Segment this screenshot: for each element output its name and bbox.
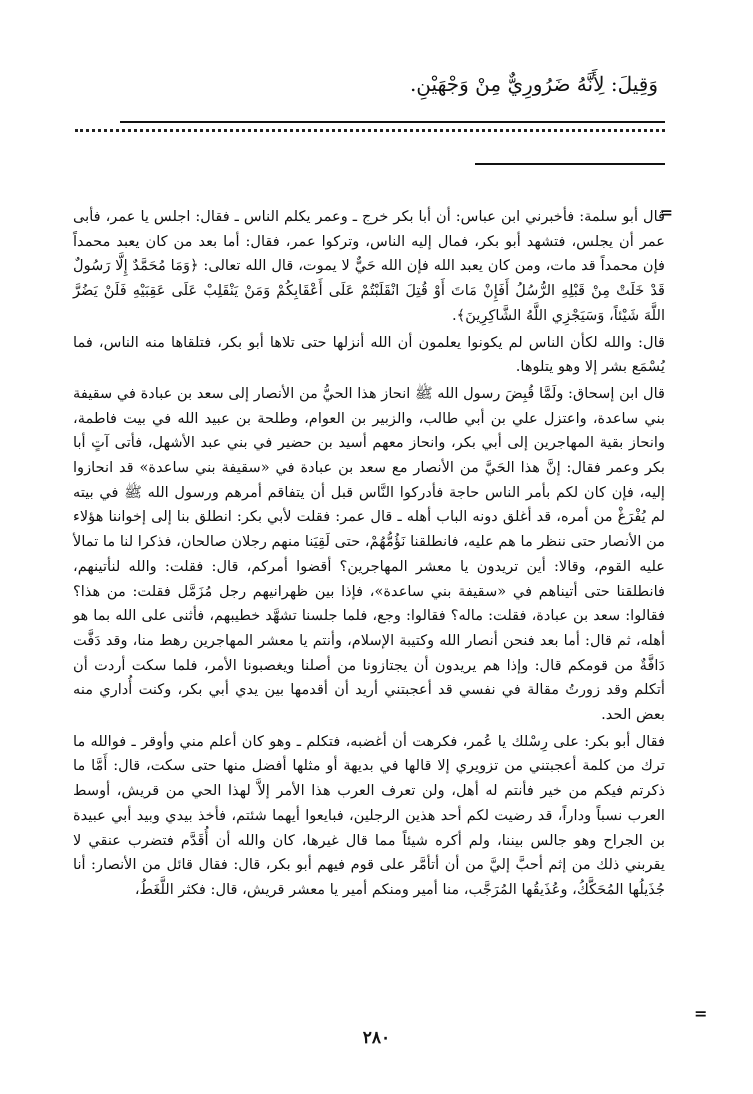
continuation-mark-start: =	[659, 203, 673, 222]
dotted-separator	[75, 129, 665, 132]
continuation-mark-end: =	[694, 1004, 708, 1023]
footnote-body	[73, 205, 665, 905]
top-rule	[120, 121, 665, 123]
footnote-rule	[475, 163, 665, 165]
paragraph-wallah: قال: والله لكأن الناس لم يكونوا يعلمون أن الله أنزلها حتى تلاها أبو بكر، فتلقاها منه الناس، فما يُسْمَع بشر إلا وهو يتلوها.	[73, 333, 665, 376]
paragraph-ibn-ishaq: قال ابن إسحاق: ولَمَّا قُبِضَ رسول الله ﷺ انحاز هذا الحيُّ من الأنصار إلى سعد بن عبادة في سقيفة بني ساعدة، واعتزل علي بن أبي طالب، والزبير بن العوام، وطلحة بن عبيد الله في بيت فاطمة، وانحاز بقية المهاجرين إلى أبي بكر، وانحاز معهم أسيد بن حضير في بني عبد الأشهل، فأتى آتٍ أبا بكر وعمر فقال: إنَّ هذا الحَيَّ من الأنصار مع سعد بن عبادة في «سقيفة بني ساعدة» قد انحازوا إليه، فإن كان لكم بأمر الناس حاجة فأدركوا النَّاس قبل أن يتفاقم أمرهم ورسول الله ﷺ في بيته لم يُفْرَغْ من أمره، قد أغلق دونه الباب أهله ـ قال عمر: فقلت لأبي بكر: انطلق بنا إلى إخواننا هؤلاء من الأنصار حتى ننظر ما هم عليه، فانطلقنا نَؤُمُّهُمْ، حتى لَقِيَنا منهم رجلان صالحان، فذكرا لنا ما تمالأ عليه القوم، وقالا: أين تريدون يا معشر المهاجرين؟ أقضوا أمركم، قال: فقلت: والله لنأتينهم، فانطلقنا حتى أتيناهم في «سقيفة بني ساعدة»، فإذا بين ظهرانيهم رجل مُزَمَّل فقلت: من هذا؟ فقالوا: سعد بن عبادة، فقلت: ماله؟ فقالوا: وجع، فلما جلسنا تشهَّد خطيبهم، فأثنى على الله بما هو أهله، ثم قال: أما بعد فنحن أنصار الله وكتيبة الإسلام، وأنتم يا معشر المهاجرين رهط منا، وقد دَفَّت دَافَّةٌ من قومكم قال: وإذا هم يريدون أن يجتازونا من أصلنا ويغصبونا الأمر، فلما سكت أردت أن أتكلم وقد زورتُ مقالة في نفسي قد أعجبتني أريد أن أقدمها بين يدي أبي بكر، وكنت أُداري منه بعض الحد.	[73, 384, 665, 724]
paragraph-abu-bakr: فقال أبو بكر: على رِسْلك يا عُمر، فكرهت أن أغضبه، فتكلم ـ وهو كان أعلم مني وأوقر ـ فوالله ما ترك من كلمة أعجبتني من تزويري إلا قالها في بديهة أو مثلها أفضل منها حتى سكت، قال: أَمَّا ما ذكرتم فيكم من خير فأنتم له أهل، ولن تعرف العرب هذا الأمر إلاَّ لهذا الحي من قريش، أوسط العرب نسباً وداراً، قد رضيت لكم أحد هذين الرجلين، فبايعوا أيهما شئتم، فأخذ بيدي وبيد أبي عبيدة بن الجراح وهو جالس بيننا، ولم أكره شيئاً مما قال غيرها، كان والله أن أُقَدَّم فتضرب عنقي لا يقربني ذلك من إثم أحبَّ إليَّ من أن أتأمَّر على قوم فيهم أبو بكر، قال: فقال قائل من الأنصار: أنا جُذَيلُها المُحَكَّكُ، وعُذَيقُها المُرَجَّب، منا أمير ومنكم أمير يا معشر قريش، قال: فكثر اللَّغَطُ،	[73, 732, 665, 898]
page-number: ٢٨٠	[362, 1028, 391, 1048]
paragraph-abu-salama: قال أبو سلمة: فأخبرني ابن عباس: أن أبا بكر خرج ـ وعمر يكلم الناس ـ فقال: اجلس يا عمر، فأبى عمر أن يجلس، فتشهد أبو بكر، فمال إليه الناس، وتركوا عمر، فقال: أما بعد من كان يعبد محمداً فإن محمداً قد مات، ومن كان يعبد الله فإن الله حَيٌّ لا يموت، قال الله تعالى: ﴿وَمَا مُحَمَّدٌ إِلَّا رَسُولٌ قَدْ خَلَتْ مِنْ قَبْلِهِ الرُّسُلُ أَفَإِنْ مَاتَ أَوْ قُتِلَ انْقَلَبْتُمْ عَلَى أَعْقَابِكُمْ وَمَنْ يَنْقَلِبْ عَلَى عَقِبَيْهِ فَلَنْ يَضُرَّ اللَّهَ شَيْئاً، وَسَيَجْزِي اللَّهُ الشَّاكِرِينَ﴾.	[73, 208, 665, 324]
matn-line: وَقِيلَ: لِأَنَّهُ ضَرُورِيٌّ مِنْ وَجْهَيْنِ.	[409, 72, 658, 96]
